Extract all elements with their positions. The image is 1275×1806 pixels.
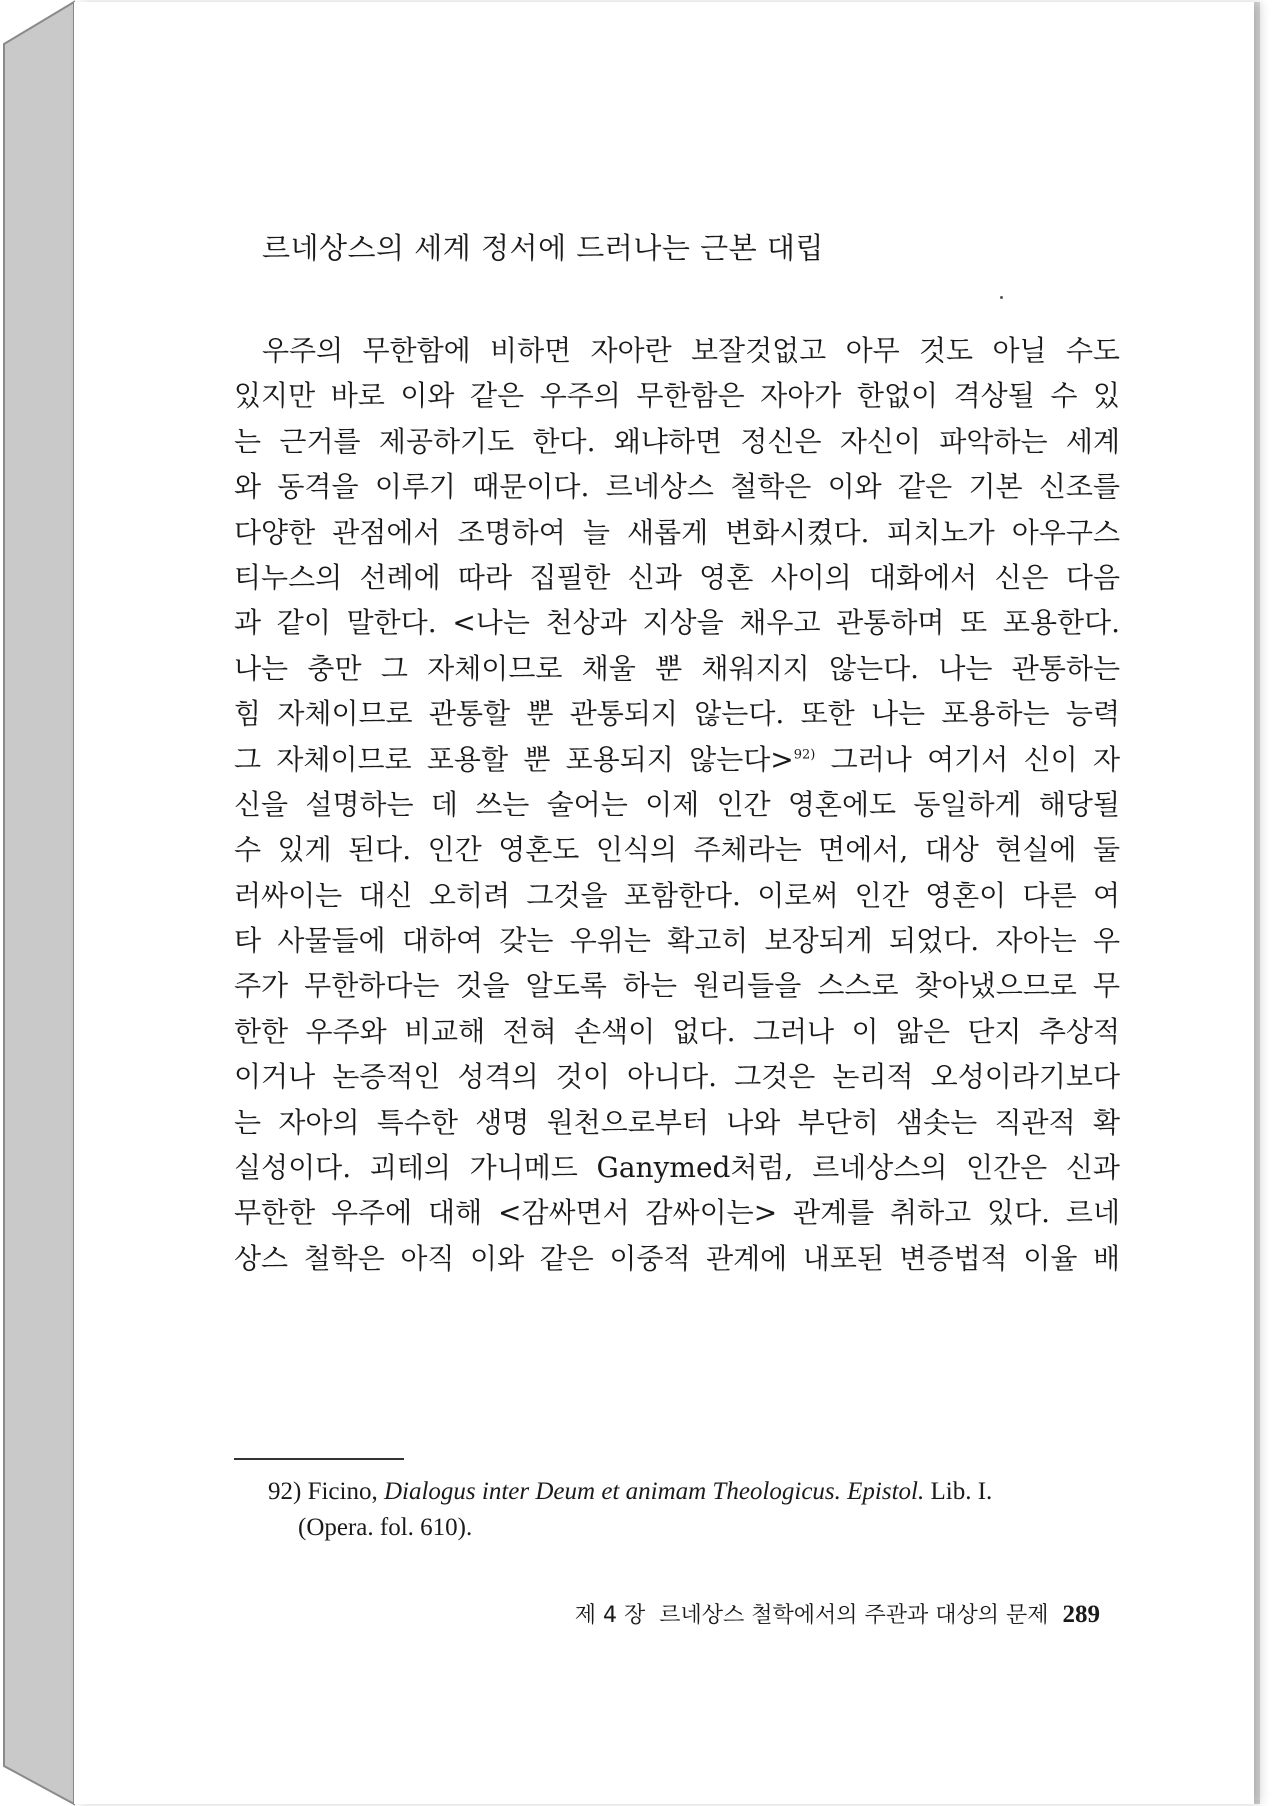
body-line: 이거나 논증적인 성격의 것이 아니다. 그것은 논리적 오성이라기보다 [234,1060,1120,1094]
body-line: 있지만 바로 이와 같은 우주의 무한함은 자아가 한없이 격상될 수 있 [234,379,1120,413]
body-line: 주가 무한하다는 것을 알도록 하는 원리들을 스스로 찾아냈으므로 무 [234,969,1120,1003]
body-line: 수 있게 된다. 인간 영혼도 인식의 주체라는 면에서, 대상 현실에 둘 [234,833,1120,867]
footnote-author: Ficino, [307,1478,378,1505]
body-line-text-before: 그 자체이므로 포용할 뿐 포용되지 않는다> [234,742,794,776]
body-line: 다양한 관점에서 조명하여 늘 새롭게 변화시켰다. 피치노가 아우구스 [234,515,1120,549]
body-line: 과 같이 말한다. <나는 천상과 지상을 채우고 관통하며 또 포용한다. [234,606,1120,640]
section-heading: 르네상스의 세계 정서에 드러나는 근본 대립 [262,231,824,265]
footer-title: 르네상스 철학에서의 주관과 대상의 문제 [659,1603,1049,1628]
body-line: 힘 자체이므로 관통할 뿐 관통되지 않는다. 또한 나는 포용하는 능력 [234,697,1120,731]
body-line: 실성이다. 괴테의 가니메드 Ganymed처럼, 르네상스의 인간은 신과 [234,1151,1120,1185]
footnote-title: Dialogus inter Deum et animam Theologicus. Epistol. [383,1478,925,1505]
footnote-ref: Lib. I. [930,1478,993,1505]
body-line: 우주의 무한함에 비하면 자아란 보잘것없고 아무 것도 아닐 수도 [262,334,1120,367]
footer-chapter: 제 4 장 [574,1603,646,1628]
body-line: 무한한 우주에 대해 <감싸면서 감싸이는> 관계를 취하고 있다. 르네 [234,1196,1120,1230]
body-line-with-footnote-ref [234,737,1120,782]
footnote-line [268,1474,1124,1510]
stray-mark [1000,296,1003,299]
body-line: 티누스의 선례에 따라 집필한 신과 영혼 사이의 대화에서 신은 다음 [234,560,1120,594]
body-line: 는 근거를 제공하기도 한다. 왜냐하면 정신은 자신이 파악하는 세계 [234,424,1120,458]
body-text [234,328,1120,1281]
body-line: 와 동격을 이루기 때문이다. 르네상스 철학은 이와 같은 기본 신조를 [234,470,1120,504]
body-line-text-after: 그러나 여기서 신이 자 [815,742,1120,776]
body-line: 한한 우주와 비교해 전혀 손색이 없다. 그러나 이 앎은 단지 추상적 [234,1014,1120,1048]
body-line: 상스 철학은 아직 이와 같은 이중적 관계에 내포된 변증법적 이율 배 [234,1241,1120,1275]
footnote-divider [234,1458,404,1460]
footnote [268,1474,1124,1546]
footnote-number: 92) [268,1478,302,1505]
body-line: 신을 설명하는 데 쓰는 술어는 이제 인간 영혼에도 동일하게 해당될 [234,787,1120,821]
running-footer [504,1598,1100,1629]
body-line: 타 사물들에 대하여 갖는 우위는 확고히 보장되게 되었다. 자아는 우 [234,924,1120,958]
body-line: 는 자아의 특수한 생명 원천으로부터 나와 부단히 샘솟는 직관적 확 [234,1105,1120,1139]
page-number: 289 [1062,1601,1100,1628]
body-line: 나는 충만 그 자체이므로 채울 뿐 채워지지 않는다. 나는 관통하는 [234,651,1120,685]
footnote-reference[interactable]: 92) [793,747,816,763]
body-line: 러싸이는 대신 오히려 그것을 포함한다. 이로써 인간 영혼이 다른 여 [234,878,1120,912]
footnote-continuation: (Opera. fol. 610). [298,1514,473,1541]
